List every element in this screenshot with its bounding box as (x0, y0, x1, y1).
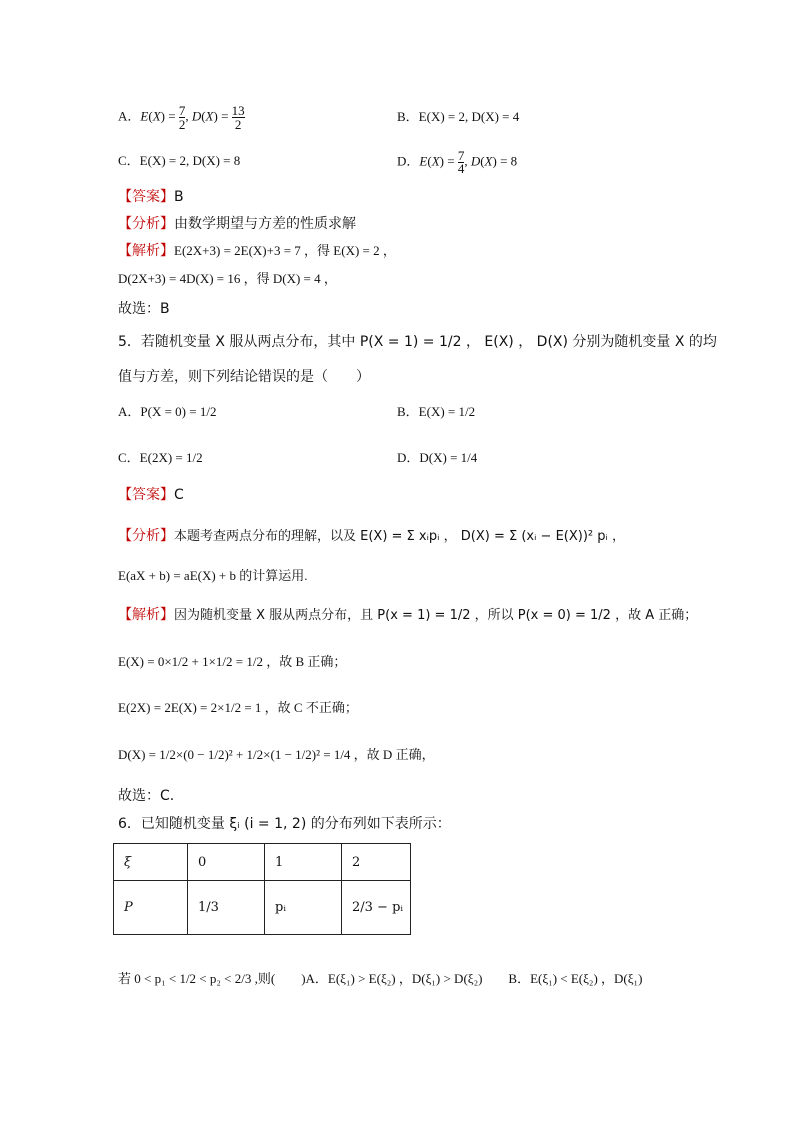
table-cell: 1 (265, 844, 342, 881)
q4-option-d: D．E(X) = $\frac{7}{4}$ , D(X) = 8 (397, 148, 518, 176)
table-cell: ξ (114, 844, 188, 881)
q4-analysis: 【分析】由数学期望与方差的性质求解 (118, 216, 356, 232)
answer-tag: 【答案】 (118, 487, 174, 503)
q5-stem-line-2: 值与方差，则下列结论错误的是（ ） (118, 369, 370, 385)
table-cell: P (114, 881, 188, 935)
q5-solution-line-1: 【解析】因为随机变量 X 服从两点分布，且 P(x = 1) = 1/2 ，所以 P(x = 0) = 1/2 ，故 A 正确； (118, 607, 698, 623)
q5-option-b: B．E(X) = 1/2 (397, 404, 476, 419)
q4-solution-line-1: 【解析】E(2X+3) = 2E(X)+3 = 7 ，得 E(X) = 2 ， (118, 243, 396, 259)
q4-option-a: A．E(X) = $\frac{7}{2}$ , D(X) = $\frac{13}{2}$ (118, 103, 245, 132)
table-row (114, 844, 411, 881)
q5-stem-line-1: 5．若随机变量 X 服从两点分布，其中 P(X = 1) = 1/2 ， E(X) ， D(X) 分别为随机变量 X 的均 (118, 334, 717, 350)
q5-analysis-line-1: 【分析】本题考查两点分布的理解，以及 E(X) = Σ xᵢpᵢ ， D(X) = Σ (xᵢ − E(X))² pᵢ ， (118, 528, 625, 544)
table-cell: 1/3 (188, 881, 265, 935)
q5-option-d: D．D(X) = 1/4 (397, 450, 478, 465)
analysis-tag: 【分析】 (118, 216, 174, 232)
distribution-table (113, 843, 411, 935)
q6-condition-line: 若 0 < p₁ < 1/2 < p₂ < 2/3 ,则( )A．E(ξ₁) > E(ξ₂) ，D(ξ₁) > D(ξ₂) B．E(ξ₁) < E(ξ₂) ，D(ξ₁) (118, 971, 643, 986)
table-cell: 2 (342, 844, 411, 881)
table-cell: 2/3 − pᵢ (342, 881, 411, 935)
q6-stem: 6．已知随机变量 ξᵢ (i = 1, 2) 的分布列如下表所示： (118, 816, 451, 832)
q4-option-b: B．E(X) = 2, D(X) = 4 (397, 109, 520, 124)
table-cell: pᵢ (265, 881, 342, 935)
solution-tag: 【解析】 (118, 243, 174, 259)
q5-option-c: C．E(2X) = 1/2 (118, 450, 203, 465)
q5-solution-line-2: E(X) = 0×1/2 + 1×1/2 = 1/2 ，故 B 正确； (118, 654, 347, 669)
q5-option-a: A．P(X = 0) = 1/2 (118, 404, 217, 419)
analysis-tag: 【分析】 (118, 528, 174, 544)
q4-answer: 【答案】B (118, 189, 184, 205)
q5-solution-line-3: E(2X) = 2E(X) = 2×1/2 = 1 ，故 C 不正确； (118, 700, 358, 715)
q4-conclusion: 故选：B (118, 301, 170, 317)
solution-tag: 【解析】 (118, 607, 174, 623)
answer-tag: 【答案】 (118, 189, 174, 205)
q5-analysis-line-2: E(aX + b) = aE(X) + b 的计算运用. (118, 568, 308, 583)
q5-solution-line-4: D(X) = 1/2×(0 − 1/2)² + 1/2×(1 − 1/2)² = 1/4 ，故 D 正确， (118, 747, 435, 762)
q4-option-c: C．E(X) = 2, D(X) = 8 (118, 153, 241, 168)
q5-answer: 【答案】C (118, 487, 184, 503)
table-row (114, 881, 411, 935)
table-cell: 0 (188, 844, 265, 881)
q4-solution-line-2: D(2X+3) = 4D(X) = 16 ，得 D(X) = 4 ， (118, 271, 337, 286)
q5-conclusion: 故选：C. (118, 788, 175, 804)
